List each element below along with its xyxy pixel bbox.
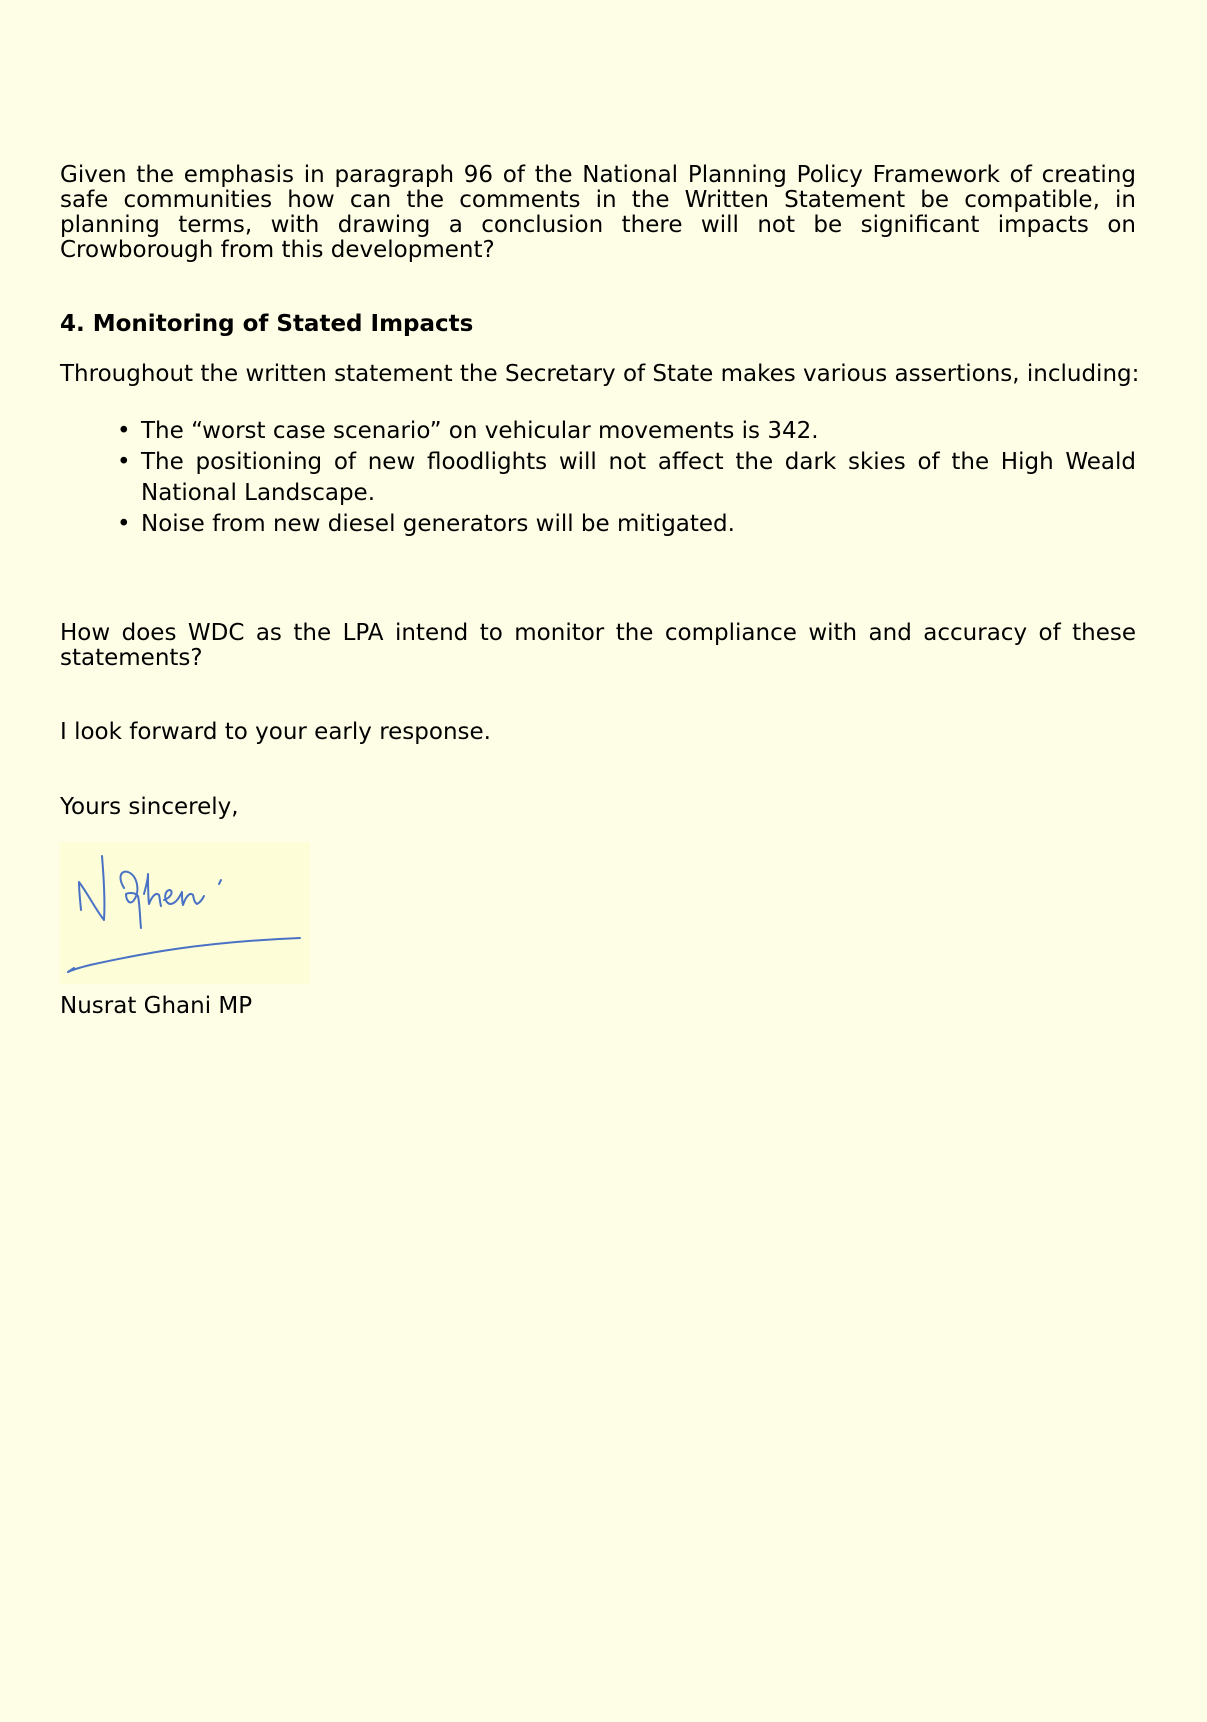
- assertions-intro: Throughout the written statement the Secretary of State makes various assertions, including:: [60, 361, 1140, 387]
- section-heading: 4. Monitoring of Stated Impacts: [60, 311, 474, 337]
- bullet-icon: •: [117, 511, 131, 537]
- assertion-text: The “worst case scenario” on vehicular movements is 342.: [141, 418, 819, 444]
- assertions-list: [60, 416, 1136, 540]
- assertion-text: The positioning of new floodlights will not affect the dark skies of the High Weald National Landscape.: [141, 449, 1136, 506]
- signatory-name: Nusrat Ghani MP: [60, 993, 253, 1019]
- list-item: [60, 509, 1136, 540]
- signature-icon: [60, 842, 310, 984]
- bullet-icon: •: [117, 418, 131, 444]
- monitoring-question: How does WDC as the LPA intend to monitor the compliance with and accuracy of these statements?: [60, 620, 1136, 671]
- paragraph-safe-communities: Given the emphasis in paragraph 96 of the National Planning Policy Framework of creating safe communities how can the comments in the Written Statement be compatible, in planning terms, with drawing a conclusion there will not be significant impacts on Crowborough from this development?: [60, 162, 1136, 263]
- list-item: [60, 447, 1136, 509]
- signature-image: [60, 842, 310, 984]
- salutation: Yours sincerely,: [60, 794, 239, 820]
- closing-line: I look forward to your early response.: [60, 719, 491, 745]
- bullet-icon: •: [117, 449, 131, 475]
- list-item: [60, 416, 1136, 447]
- assertion-text: Noise from new diesel generators will be mitigated.: [141, 511, 735, 537]
